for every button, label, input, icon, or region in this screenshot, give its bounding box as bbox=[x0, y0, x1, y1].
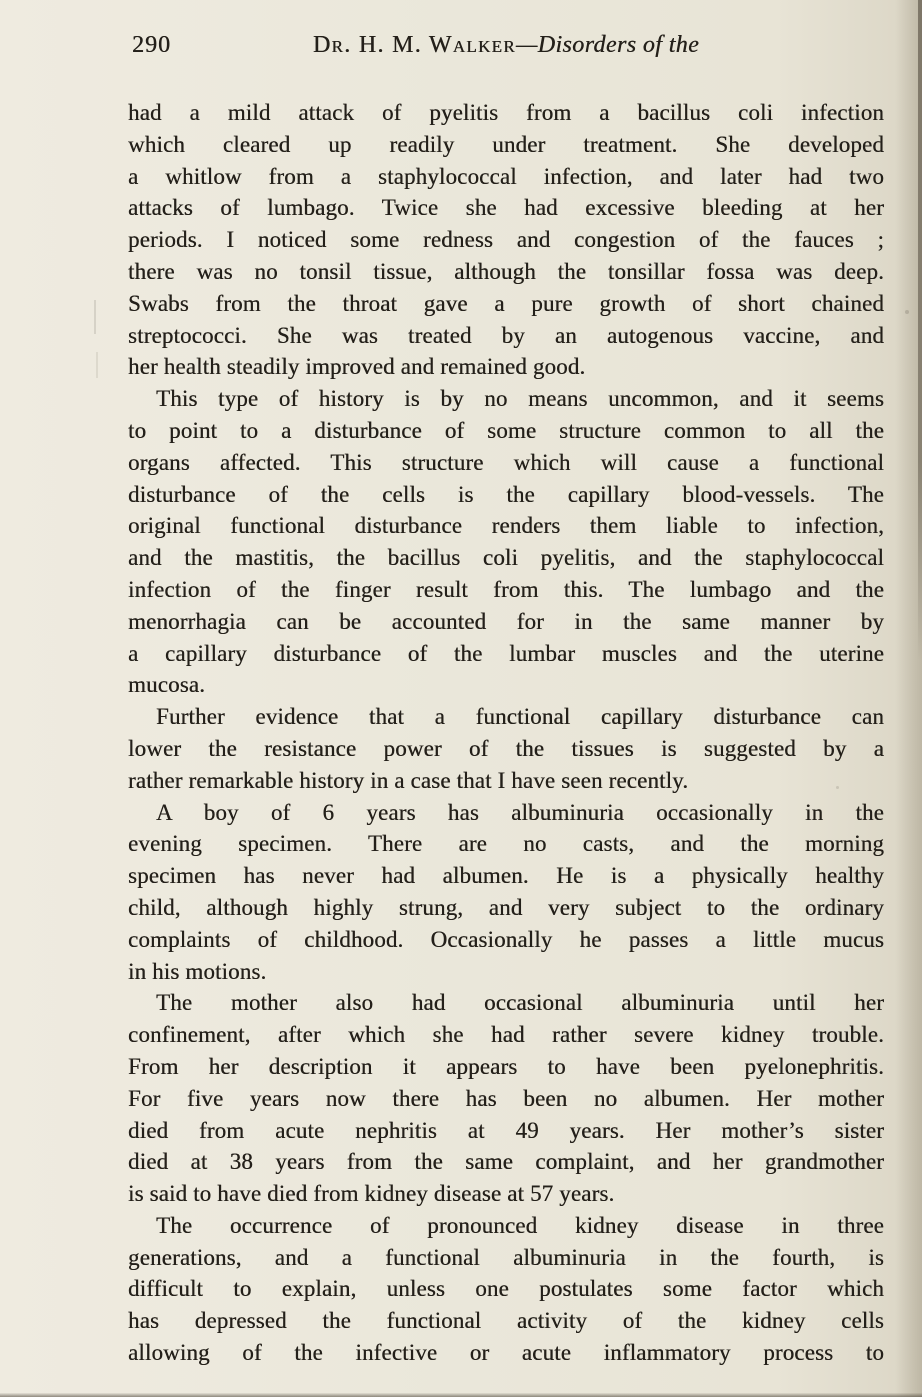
text-line: difficult to explain, unless one postulates some factor which bbox=[128, 1276, 884, 1302]
text-line: For five years now there has been no albumen. Her mother bbox=[128, 1085, 884, 1111]
text-line: organs affected. This structure which will cause a functional bbox=[128, 449, 884, 475]
scan-edge-shadow-bottom bbox=[0, 1393, 922, 1397]
text-line: is said to have died from kidney disease at 57 years. bbox=[128, 1181, 615, 1207]
scan-artifact bbox=[94, 300, 96, 334]
text-line: menorrhagia can be accounted for in the same manner by bbox=[128, 608, 884, 634]
text-line: The mother also had occasional albuminuria until her bbox=[156, 990, 884, 1016]
running-header bbox=[128, 28, 884, 62]
page-body bbox=[128, 97, 884, 1369]
text-line: periods. I noticed some redness and congestion of the fauces ; bbox=[128, 227, 884, 253]
text-line: and the mastitis, the bacillus coli pyelitis, and the staphylococcal bbox=[128, 545, 884, 571]
text-line: mucosa. bbox=[128, 672, 206, 698]
text-line: allowing of the infective or acute inflammatory process to bbox=[128, 1340, 884, 1366]
text-line: evening specimen. There are no casts, and the morning bbox=[128, 831, 884, 857]
scan-artifact bbox=[905, 310, 909, 314]
text-line: confinement, after which she had rather severe kidney trouble. bbox=[128, 1022, 884, 1048]
paragraph bbox=[128, 1210, 884, 1369]
text-line: This type of history is by no means uncommon, and it seems bbox=[156, 386, 884, 412]
text-line: which cleared up readily under treatment. She developed bbox=[128, 131, 884, 157]
text-line: From her description it appears to have been pyelonephritis. bbox=[128, 1053, 884, 1079]
text-line: streptococci. She was treated by an autogenous vaccine, and bbox=[128, 322, 884, 348]
scan-edge-shadow-right bbox=[918, 0, 922, 660]
text-line: The occurrence of pronounced kidney disease in three bbox=[156, 1212, 884, 1238]
running-title bbox=[128, 28, 884, 62]
text-line: infection of the finger result from this. The lumbago and the bbox=[128, 576, 884, 602]
text-line: Further evidence that a functional capillary disturbance can bbox=[156, 704, 884, 730]
paragraph bbox=[128, 987, 884, 1210]
paragraph bbox=[128, 701, 884, 796]
text-line: lower the resistance power of the tissues is suggested by a bbox=[128, 735, 884, 761]
text-line: specimen has never had albumen. He is a physically healthy bbox=[128, 863, 884, 889]
text-line: died at 38 years from the same complaint, and her grandmother bbox=[128, 1149, 884, 1175]
text-line: A boy of 6 years has albuminuria occasionally in the bbox=[156, 799, 884, 825]
text-line: attacks of lumbago. Twice she had excessive bleeding at her bbox=[128, 195, 884, 221]
text-line: child, although highly strung, and very subject to the ordinary bbox=[128, 894, 884, 920]
paragraph bbox=[128, 97, 884, 383]
text-line: Swabs from the throat gave a pure growth of short chained bbox=[128, 290, 884, 316]
text-line: there was no tonsil tissue, although the tonsillar fossa was deep. bbox=[128, 258, 884, 284]
text-line: disturbance of the cells is the capillary blood-vessels. The bbox=[128, 481, 884, 507]
text-line: rather remarkable history in a case that I have seen recently. bbox=[128, 767, 689, 793]
text-line: had a mild attack of pyelitis from a bacillus coli infection bbox=[128, 100, 884, 125]
paragraph bbox=[128, 797, 884, 988]
text-line: to point to a disturbance of some structure common to all the bbox=[128, 417, 884, 443]
text-line: a capillary disturbance of the lumbar muscles and the uterine bbox=[128, 640, 884, 666]
running-header-work: —Disorders of the bbox=[515, 32, 700, 58]
text-line: complaints of childhood. Occasionally he passes a little mucus bbox=[128, 926, 884, 952]
text-line: original functional disturbance renders them liable to infection, bbox=[128, 513, 884, 539]
text-line: generations, and a functional albuminuria in the fourth, is bbox=[128, 1244, 884, 1270]
scan-artifact bbox=[96, 352, 98, 378]
text-line: in his motions. bbox=[128, 958, 267, 984]
text-line: died from acute nephritis at 49 years. Her mother’s sister bbox=[128, 1117, 884, 1143]
paragraph bbox=[128, 383, 884, 701]
page-number: 290 bbox=[132, 32, 171, 58]
running-header-author: Dr. H. M. Walker bbox=[312, 32, 516, 58]
text-line: a whitlow from a staphylococcal infection, and later had two bbox=[128, 163, 884, 189]
text-line: has depressed the functional activity of the kidney cells bbox=[128, 1308, 884, 1334]
scan-artifact bbox=[836, 786, 839, 789]
text-line: her health steadily improved and remained good. bbox=[128, 354, 586, 380]
